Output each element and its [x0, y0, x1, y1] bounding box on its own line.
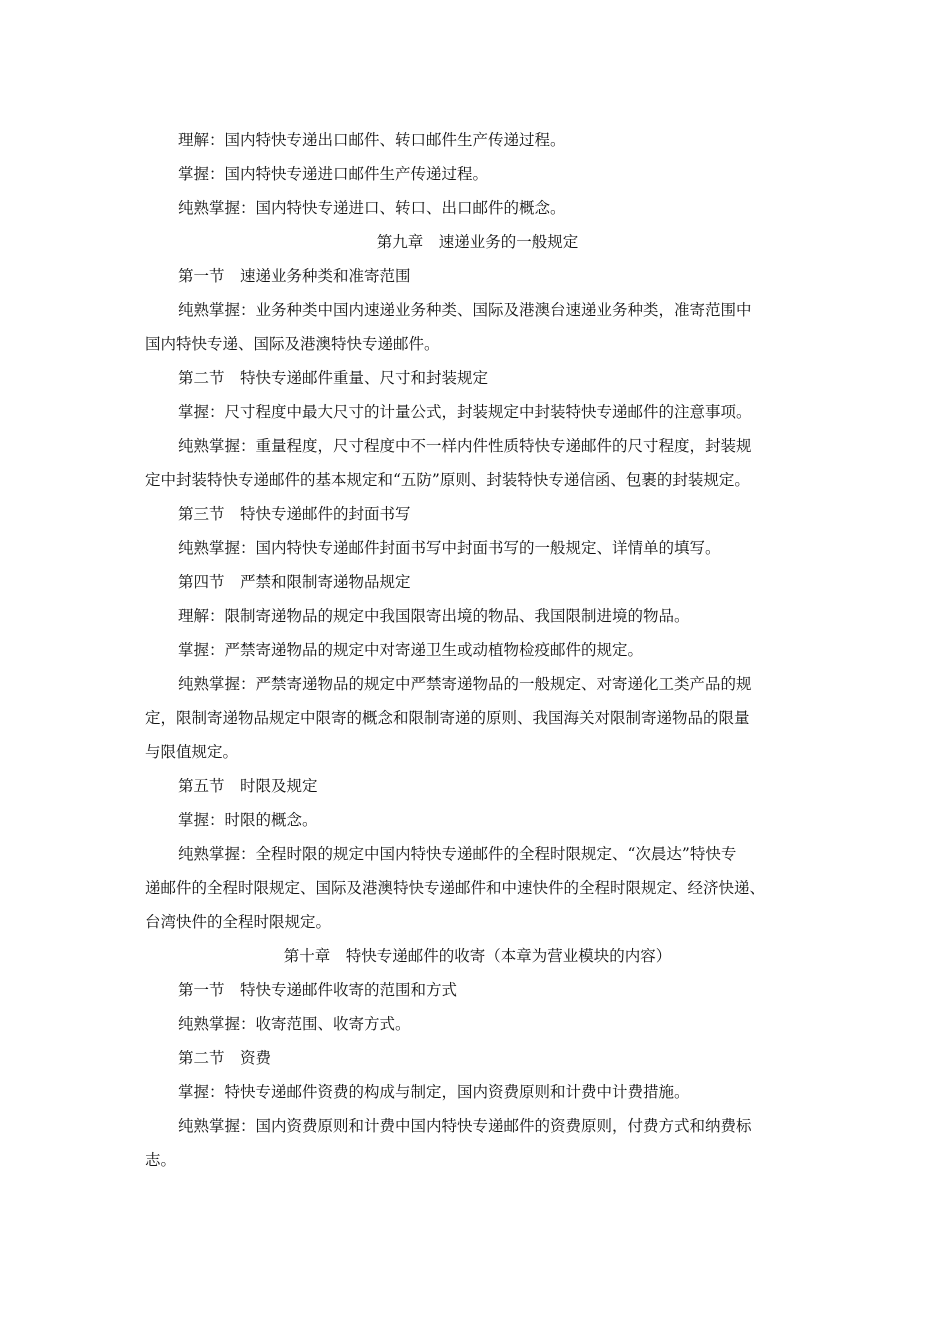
text-line: 纯熟掌握：全程时限的规定中国内特快专递邮件的全程时限规定、“次晨达”特快专	[178, 845, 737, 863]
text-line: 纯熟掌握：严禁寄递物品的规定中严禁寄递物品的一般规定、对寄递化工类产品的规	[178, 675, 752, 693]
text-line: 国内特快专递、国际及港澳特快专递邮件。	[145, 335, 440, 353]
text-line: 第二节 资费	[178, 1049, 272, 1067]
text-line: 台湾快件的全程时限规定。	[145, 913, 332, 931]
chapter-heading: 第九章 速递业务的一般规定	[376, 233, 579, 251]
text-line: 递邮件的全程时限规定、国际及港澳特快专递邮件和中速快件的全程时限规定、经济快递、	[145, 879, 766, 897]
text-line: 理解：限制寄递物品的规定中我国限寄出境的物品、我国限制进境的物品。	[178, 607, 690, 625]
text-line: 纯熟掌握：国内资费原则和计费中国内特快专递邮件的资费原则，付费方式和纳费标	[178, 1117, 752, 1135]
text-line: 第二节 特快专递邮件重量、尺寸和封装规定	[178, 369, 489, 387]
text-line: 纯熟掌握：国内特快专递进口、转口、出口邮件的概念。	[178, 199, 566, 217]
text-line: 第一节 速递业务种类和准寄范围	[178, 267, 411, 285]
text-line: 掌握：国内特快专递进口邮件生产传递过程。	[178, 165, 489, 183]
text-line: 第五节 时限及规定	[178, 777, 318, 795]
text-line: 掌握：特快专递邮件资费的构成与制定，国内资费原则和计费中计费措施。	[178, 1083, 690, 1101]
text-line: 纯熟掌握：收寄范围、收寄方式。	[178, 1015, 411, 1033]
text-line: 掌握：尺寸程度中最大尺寸的计量公式，封装规定中封装特快专递邮件的注意事项。	[178, 403, 752, 421]
text-line: 定中封装特快专递邮件的基本规定和“五防”原则、封装特快专递信函、包裹的封装规定。	[145, 471, 750, 489]
text-line: 志。	[145, 1151, 177, 1169]
text-line: 与限值规定。	[145, 743, 239, 761]
text-line: 纯熟掌握：重量程度，尺寸程度中不一样内件性质特快专递邮件的尺寸程度，封装规	[178, 437, 752, 455]
chapter-heading: 第十章 特快专递邮件的收寄（本章为营业模块的内容）	[283, 947, 672, 965]
text-line: 定，限制寄递物品规定中限寄的概念和限制寄递的原则、我国海关对限制寄递物品的限量	[145, 709, 750, 727]
text-line: 纯熟掌握：业务种类中国内速递业务种类、国际及港澳台速递业务种类，准寄范围中	[178, 301, 752, 319]
text-line: 第三节 特快专递邮件的封面书写	[178, 505, 411, 523]
text-line: 掌握：严禁寄递物品的规定中对寄递卫生或动植物检疫邮件的规定。	[178, 641, 644, 659]
text-line: 第一节 特快专递邮件收寄的范围和方式	[178, 981, 458, 999]
text-line: 纯熟掌握：国内特快专递邮件封面书写中封面书写的一般规定、详情单的填写。	[178, 539, 721, 557]
document-page	[145, 123, 810, 1177]
text-line: 第四节 严禁和限制寄递物品规定	[178, 573, 411, 591]
text-line: 掌握：时限的概念。	[178, 811, 318, 829]
text-line: 理解：国内特快专递出口邮件、转口邮件生产传递过程。	[178, 131, 566, 149]
